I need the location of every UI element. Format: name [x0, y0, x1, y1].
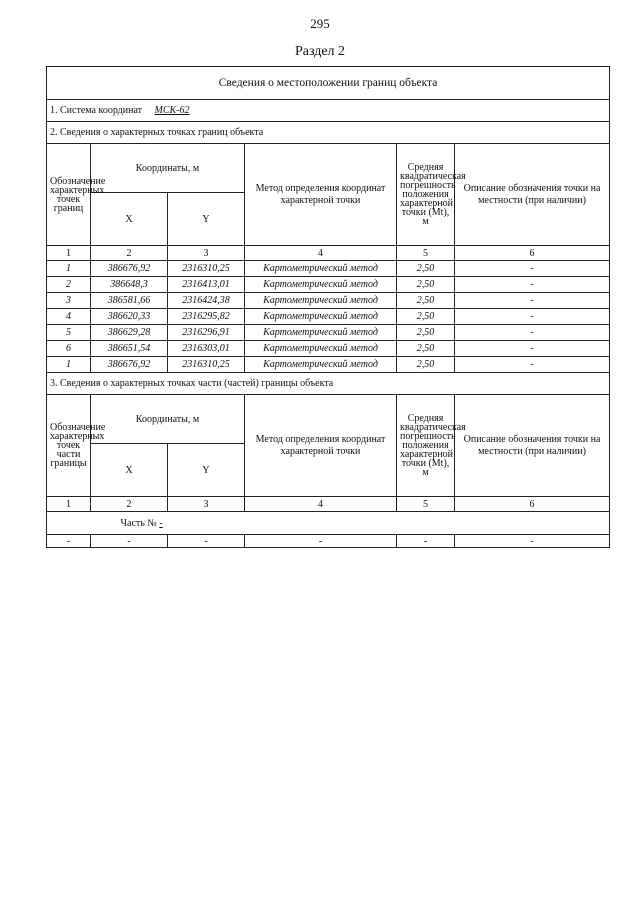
point-id: 6: [47, 341, 91, 357]
table-row: [47, 325, 610, 341]
coord-system-value: МСК-62: [154, 105, 190, 116]
section3-label: 3. Сведения о характерных точках части (частей) границы объекта: [47, 373, 610, 395]
column-number: 3: [168, 246, 245, 261]
point-id: 5: [47, 325, 91, 341]
point-y: 2316310,25: [168, 261, 245, 277]
part-cell: -: [47, 535, 91, 548]
part-rmse-header: Средняя квадратическая погрешность положения характерной точки (Mt), м: [397, 395, 455, 497]
method-header: Метод определения координат характерной точки: [245, 144, 397, 246]
point-rmse: 2,50: [397, 341, 455, 357]
point-rmse: 2,50: [397, 261, 455, 277]
point-rmse: 2,50: [397, 293, 455, 309]
point-description: -: [455, 277, 610, 293]
point-rmse: 2,50: [397, 309, 455, 325]
part-number-label: Часть №: [120, 517, 157, 529]
point-rmse: 2,50: [397, 277, 455, 293]
y-header: Y: [168, 193, 245, 246]
point-y: 2316296,91: [168, 325, 245, 341]
rmse-header: Средняя квадратическая погрешность положения характерной точки (Mt), м: [397, 144, 455, 246]
part-cell: -: [397, 535, 455, 548]
part-method-header: Метод определения координат характерной точки: [245, 395, 397, 497]
point-method: Картометрический метод: [245, 277, 397, 293]
column-number: 5: [397, 246, 455, 261]
part-column-numbers-row: [47, 497, 610, 512]
point-method: Картометрический метод: [245, 261, 397, 277]
point-id: 2: [47, 277, 91, 293]
column-number: 4: [245, 497, 397, 512]
point-rmse: 2,50: [397, 325, 455, 341]
page-number: 295: [310, 16, 330, 31]
table-row: [47, 277, 610, 293]
coords-header: Координаты, м: [91, 144, 245, 193]
point-x: 386629,28: [91, 325, 168, 341]
coord-system-label: 1. Система координат: [50, 105, 143, 116]
table-row: [47, 309, 610, 325]
point-description: -: [455, 325, 610, 341]
point-x: 386648,3: [91, 277, 168, 293]
point-id: 3: [47, 293, 91, 309]
part-cell: -: [168, 535, 245, 548]
column-number: 2: [91, 497, 168, 512]
x-header: X: [91, 193, 168, 246]
form-title: Сведения о местоположении границ объекта: [47, 67, 610, 100]
point-x: 386620,33: [91, 309, 168, 325]
part-cell: -: [91, 535, 168, 548]
description-header: Описание обозначения точки на местности (при наличии): [455, 144, 610, 246]
point-y: 2316310,25: [168, 357, 245, 373]
point-y: 2316303,01: [168, 341, 245, 357]
section2-label: 2. Сведения о характерных точках границ объекта: [47, 122, 610, 144]
column-number: 5: [397, 497, 455, 512]
coord-system-row: [47, 100, 610, 122]
point-description: -: [455, 261, 610, 277]
point-id-header: Обозначение характерных точек границ: [47, 144, 91, 246]
column-numbers-row: [47, 246, 610, 261]
point-rmse: 2,50: [397, 357, 455, 373]
point-id: 1: [47, 357, 91, 373]
column-number: 4: [245, 246, 397, 261]
point-x: 386676,92: [91, 261, 168, 277]
point-x: 386581,66: [91, 293, 168, 309]
point-description: -: [455, 309, 610, 325]
part-description-header: Описание обозначения точки на местности (при наличии): [455, 395, 610, 497]
part-y-header: Y: [168, 444, 245, 497]
part-data-row: [47, 535, 610, 548]
part-point-id-header: Обозначение характерных точек части границы: [47, 395, 91, 497]
point-y: 2316413,01: [168, 277, 245, 293]
point-y: 2316424,38: [168, 293, 245, 309]
column-number: 3: [168, 497, 245, 512]
point-method: Картометрический метод: [245, 341, 397, 357]
part-x-header: X: [91, 444, 168, 497]
point-id: 4: [47, 309, 91, 325]
column-number: 1: [47, 497, 91, 512]
point-x: 386676,92: [91, 357, 168, 373]
column-number: 6: [455, 497, 610, 512]
point-method: Картометрический метод: [245, 309, 397, 325]
part-coords-header: Координаты, м: [91, 395, 245, 444]
point-description: -: [455, 341, 610, 357]
point-description: -: [455, 293, 610, 309]
part-number-value: -: [159, 517, 163, 529]
column-number: 2: [91, 246, 168, 261]
column-number: 6: [455, 246, 610, 261]
point-x: 386651,54: [91, 341, 168, 357]
table-row: [47, 261, 610, 277]
part-cell: -: [245, 535, 397, 548]
table-row: [47, 357, 610, 373]
point-description: -: [455, 357, 610, 373]
table-row: [47, 341, 610, 357]
boundary-form-table: [46, 66, 610, 548]
point-y: 2316295,82: [168, 309, 245, 325]
point-method: Картометрический метод: [245, 293, 397, 309]
column-number: 1: [47, 246, 91, 261]
part-number-row: [91, 512, 610, 535]
part-cell: -: [455, 535, 610, 548]
section-title: Раздел 2: [294, 44, 346, 59]
point-id: 1: [47, 261, 91, 277]
point-method: Картометрический метод: [245, 325, 397, 341]
point-method: Картометрический метод: [245, 357, 397, 373]
table-row: [47, 293, 610, 309]
